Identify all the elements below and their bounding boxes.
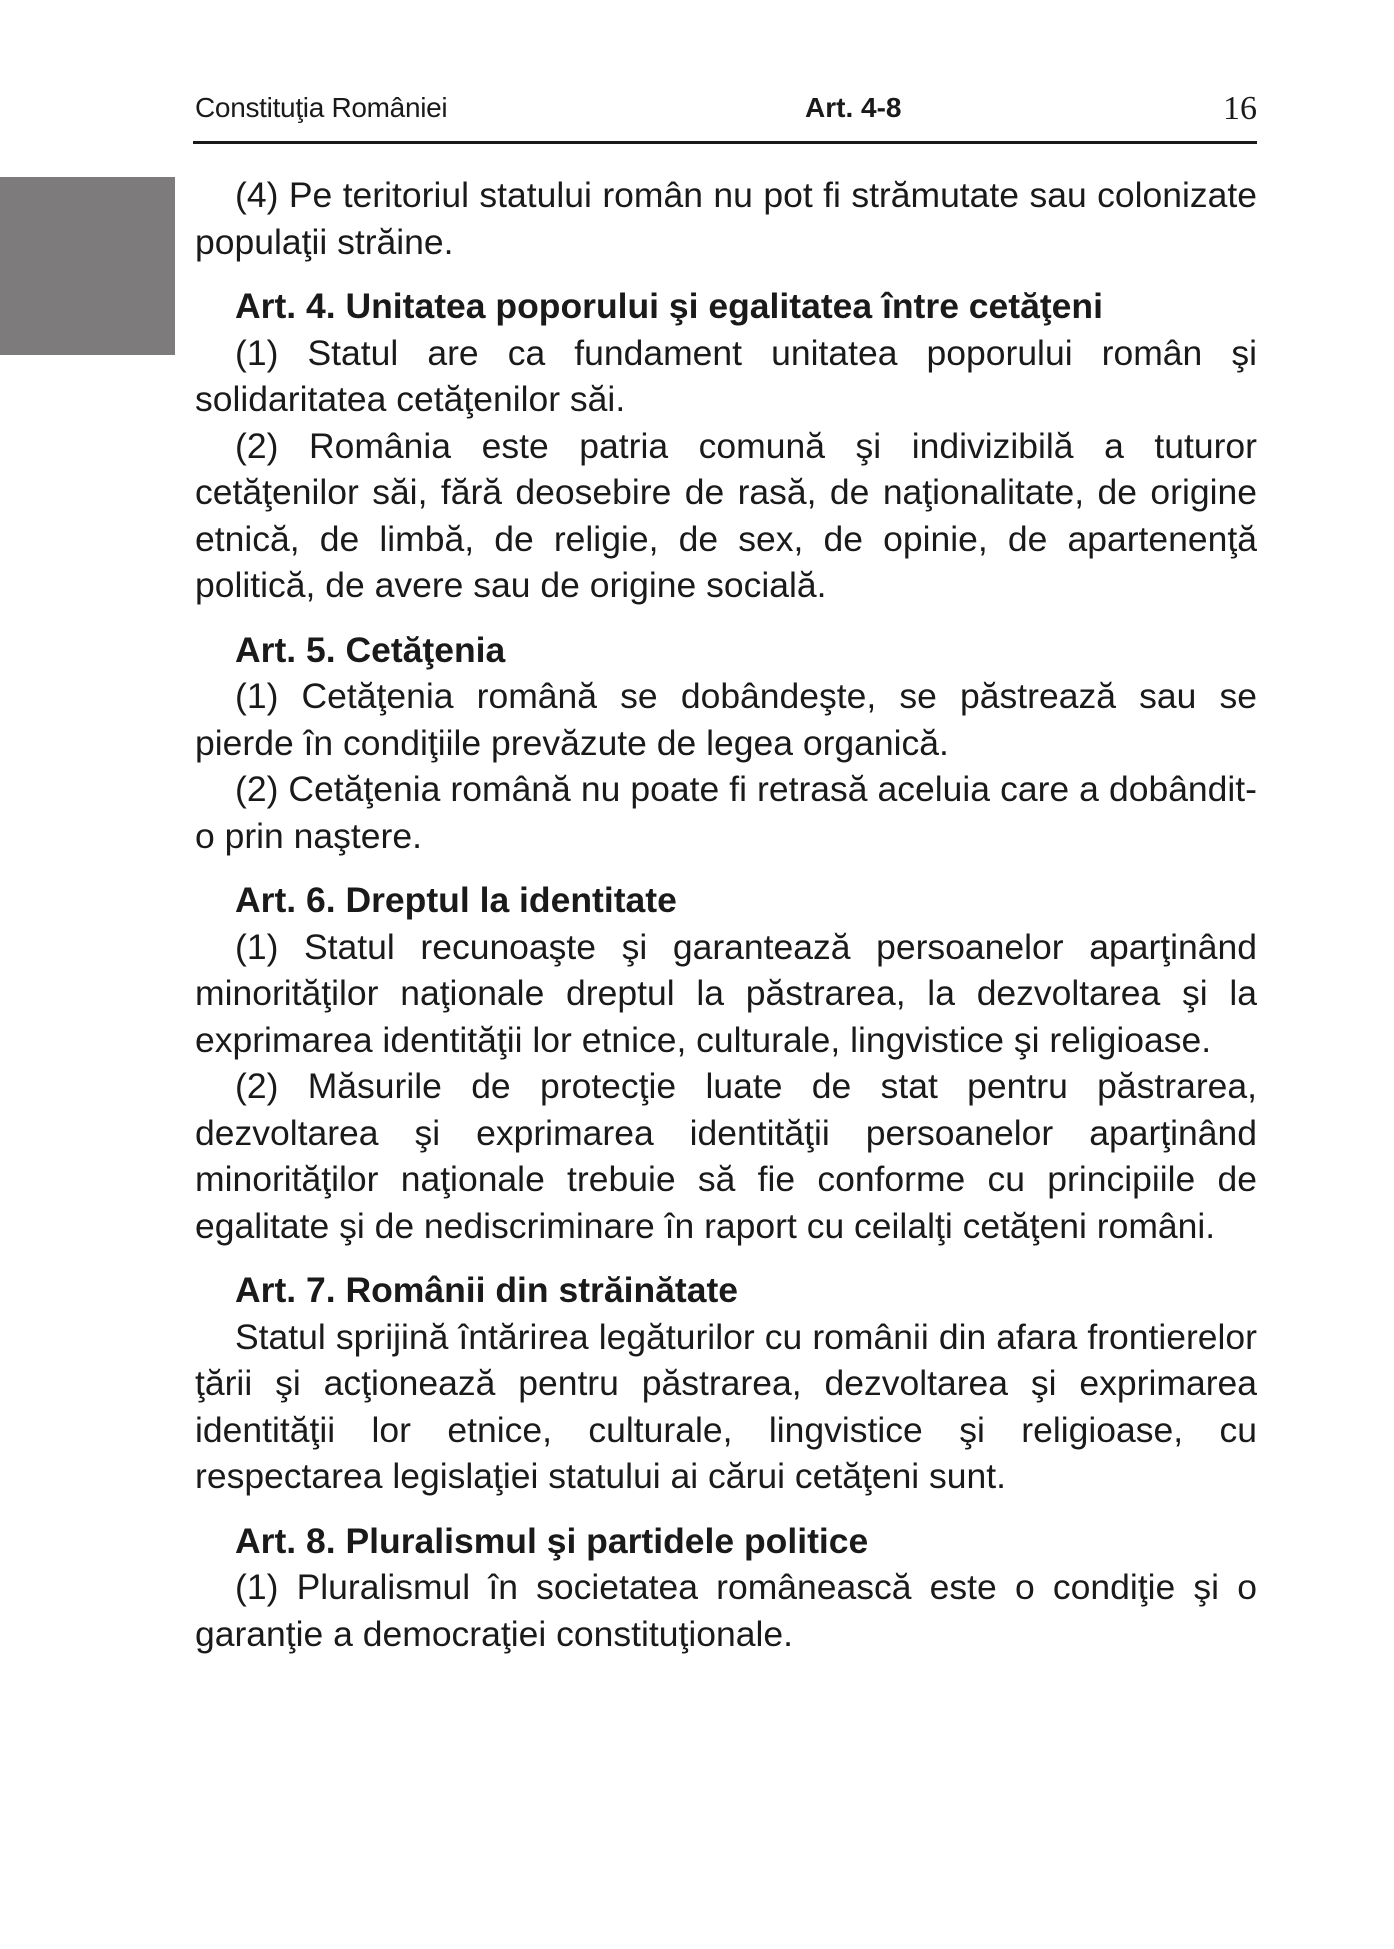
article-7-heading: Art. 7. Românii din străinătate bbox=[235, 1270, 739, 1310]
chapter-thumb-tab bbox=[0, 177, 175, 355]
article-4-heading: Art. 4. Unitatea poporului şi egalitatea între cetăţeni bbox=[235, 286, 1103, 326]
paragraph-art3-4: (4) Pe teritoriul statului român nu pot fi strămutate sau colonizate populaţii străine. bbox=[195, 175, 1257, 262]
article-5-heading: Art. 5. Cetăţenia bbox=[235, 629, 506, 670]
paragraph-art5-2: (2) Cetăţenia română nu poate fi retrasă aceluia care a dobândit-o prin naştere. bbox=[195, 769, 1257, 856]
page-body bbox=[195, 172, 1257, 1657]
page-number: 16 bbox=[1223, 90, 1257, 127]
paragraph-art5-1: (1) Cetăţenia română se dobândeşte, se păstrează sau se pierde în condiţiile prevăzute de legea organică. bbox=[195, 676, 1257, 763]
paragraph-art7: Statul sprijină întărirea legăturilor cu românii din afara frontierelor ţării şi acţionează pentru păstrarea, dezvoltarea şi exprimarea identităţii lor etnice, culturale, lingvistice şi religioase, cu respectarea legislaţiei statului ai cărui cetăţeni sunt. bbox=[195, 1316, 1257, 1496]
article-range: Art. 4-8 bbox=[805, 92, 902, 123]
header-rule bbox=[193, 141, 1257, 144]
paragraph-art4-2: (2) România este patria comună şi indivizibilă a tuturor cetăţenilor săi, fără deosebire de rasă, de naţionalitate, de origine etnică, de limbă, de religie, de sex, de opinie, de apartenenţă politică, de avere sau de origine socială. bbox=[195, 425, 1257, 605]
paragraph-art8-1: (1) Pluralismul în societatea românească este o condiţie şi o garanţie a democraţiei constituţionale. bbox=[195, 1567, 1257, 1654]
article-6-heading: Art. 6. Dreptul la identitate bbox=[235, 880, 677, 920]
article-8-heading: Art. 8. Pluralismul şi partidele politice bbox=[235, 1520, 869, 1561]
paragraph-art6-1: (1) Statul recunoaşte şi garantează persoanelor aparţinând minorităţilor naţionale dreptul la păstrarea, la dezvoltarea şi la exprimarea identităţii lor etnice, culturale, lingvistice şi religioase. bbox=[195, 926, 1257, 1060]
paragraph-art4-1: (1) Statul are ca fundament unitatea poporului român şi solidaritatea cetăţenilor săi. bbox=[195, 332, 1257, 419]
running-head bbox=[193, 92, 1257, 132]
book-title: Constituţia României bbox=[195, 92, 448, 123]
paragraph-art6-2: (2) Măsurile de protecţie luate de stat pentru păstrarea, dezvoltarea şi exprimarea identităţii persoanelor aparţinând minorităţilor naţionale trebuie să fie conforme cu principiile de egalitate şi de nediscriminare în raport cu ceilalţi cetăţeni români. bbox=[195, 1066, 1257, 1246]
